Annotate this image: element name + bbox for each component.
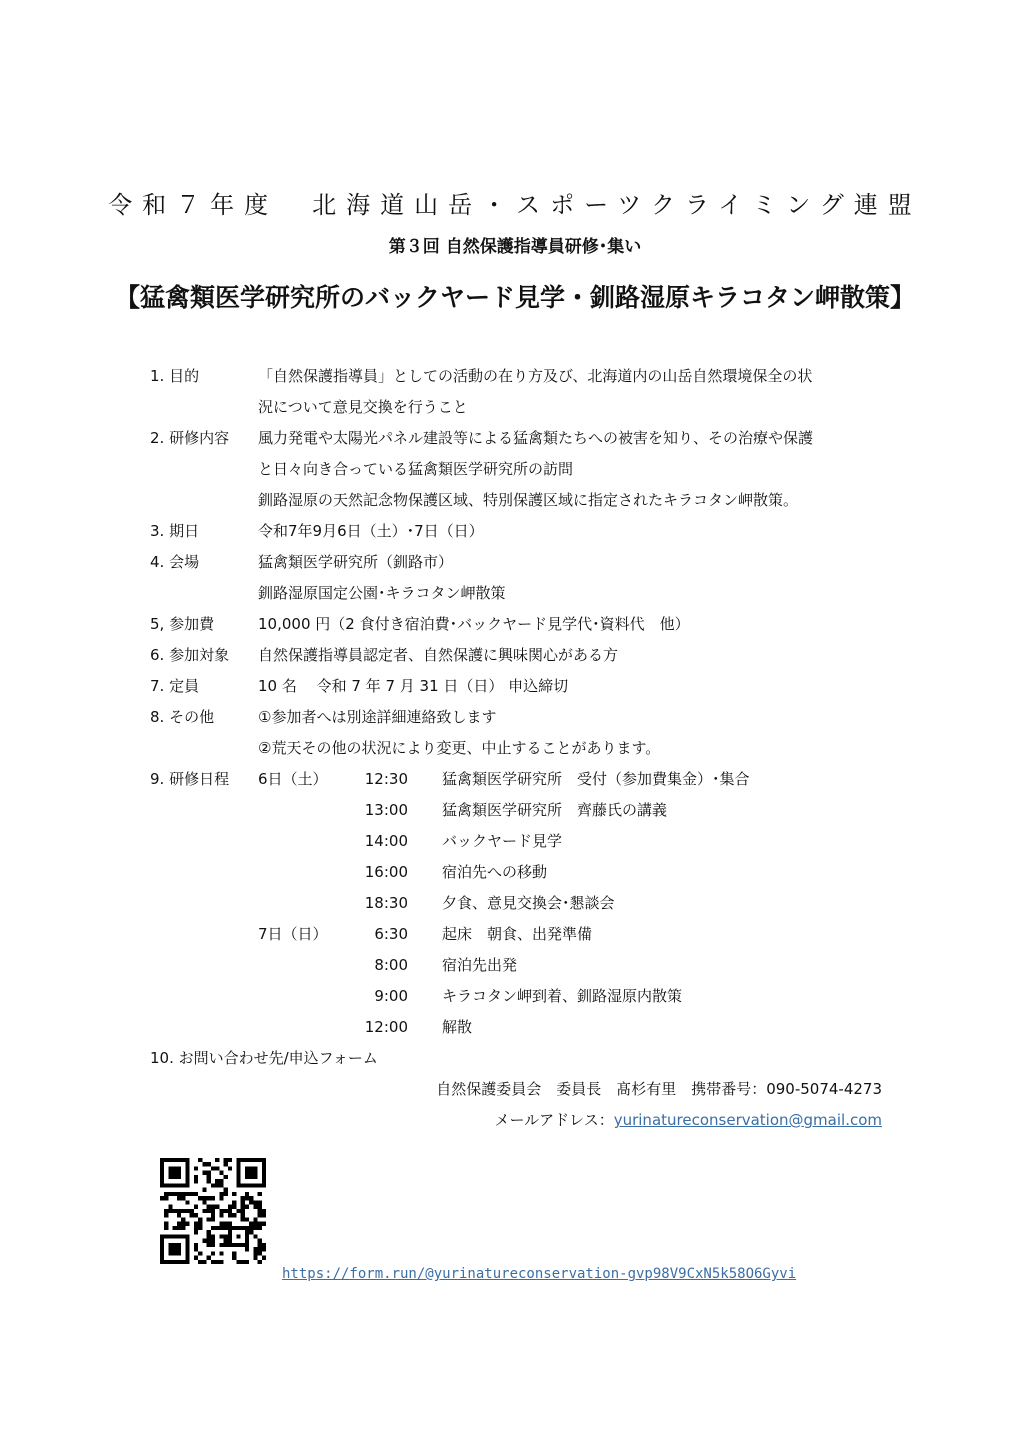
contact-email-row bbox=[494, 1108, 882, 1132]
schedule-time: 12:30 bbox=[364, 770, 408, 788]
schedule-day1: 6日（土） bbox=[258, 770, 328, 788]
schedule-activity: 猛禽類医学研究所 齊藤氏の講義 bbox=[442, 801, 668, 819]
schedule-activity: キラコタン岬到着、釧路湿原内散策 bbox=[442, 987, 683, 1005]
venue-text-line1: 猛禽類医学研究所（釧路市） bbox=[258, 553, 454, 571]
content-text-line1: 風力発電や太陽光パネル建設等による猛禽類たちへの被害を知り、その治療や保護 bbox=[258, 429, 814, 447]
fee-label: 5, 参加費 bbox=[150, 615, 215, 633]
schedule-time: 9:00 bbox=[374, 987, 408, 1005]
schedule-time: 14:00 bbox=[364, 832, 408, 850]
other-text-line1: ①参加者へは別途詳細連絡致します bbox=[258, 708, 497, 726]
schedule-activity: 解散 bbox=[442, 1018, 473, 1036]
capacity-text: 10 名 令和 7 年 7 月 31 日（日） 申込締切 bbox=[258, 677, 569, 695]
schedule-time: 8:00 bbox=[374, 956, 408, 974]
qr-code-image bbox=[160, 1158, 266, 1264]
date-label: 3. 期日 bbox=[150, 522, 200, 540]
schedule-time: 13:00 bbox=[364, 801, 408, 819]
content-label: 2. 研修内容 bbox=[150, 429, 230, 447]
content-text-line3: 釧路湿原の天然記念物保護区域、特別保護区域に指定されたキラコタン岬散策。 bbox=[258, 491, 799, 509]
schedule-activity: 宿泊先への移動 bbox=[442, 863, 548, 881]
other-text-line2: ②荒天その他の状況により変更、中止することがあります。 bbox=[258, 739, 661, 757]
contact-committee: 自然保護委員会 委員長 髙杉有里 携帯番号：090-5074-4273 bbox=[436, 1080, 882, 1098]
fee-text: 10,000 円（2 食付き宿泊費･バックヤード見学代･資料代 他） bbox=[258, 615, 690, 633]
capacity-label: 7. 定員 bbox=[150, 677, 200, 695]
schedule-activity: バックヤード見学 bbox=[442, 832, 563, 850]
target-label: 6. 参加対象 bbox=[150, 646, 230, 664]
purpose-label: 1. 目的 bbox=[150, 367, 200, 385]
schedule-label: 9. 研修日程 bbox=[150, 770, 230, 788]
event-subtitle: 第３回 自然保護指導員研修･集い bbox=[388, 237, 642, 257]
event-main-title: 【猛禽類医学研究所のバックヤード見学・釧路湿原キラコタン岬散策】 bbox=[114, 283, 915, 312]
venue-label: 4. 会場 bbox=[150, 553, 200, 571]
schedule-day2: 7日（日） bbox=[258, 925, 328, 943]
schedule-time: 18:30 bbox=[364, 894, 408, 912]
purpose-text-line2: 況について意見交換を行うこと bbox=[258, 398, 468, 416]
content-text-line2: と日々向き合っている猛禽類医学研究所の訪問 bbox=[258, 460, 574, 478]
email-label: メールアドレス： bbox=[494, 1111, 614, 1129]
schedule-activity: 猛禽類医学研究所 受付（参加費集金）･集合 bbox=[442, 770, 750, 788]
schedule-time: 12:00 bbox=[364, 1018, 408, 1036]
purpose-text-line1: 「自然保護指導員」としての活動の在り方及び、北海道内の山岳自然環境保全の状 bbox=[258, 367, 813, 385]
schedule-time: 16:00 bbox=[364, 863, 408, 881]
target-text: 自然保護指導員認定者、自然保護に興味関心がある方 bbox=[258, 646, 619, 664]
contact-label: 10. お問い合わせ先/申込フォーム bbox=[150, 1049, 378, 1067]
form-url-link[interactable]: https://form.run/@yurinatureconservation-gvp98V9CxN5k58O6Gyvi bbox=[282, 1266, 797, 1282]
date-text: 令和7年9月6日（土）･7日（日） bbox=[258, 522, 484, 540]
schedule-time: 6:30 bbox=[374, 925, 408, 943]
other-label: 8. その他 bbox=[150, 708, 215, 726]
venue-text-line2: 釧路湿原国定公園･キラコタン岬散策 bbox=[258, 584, 506, 602]
schedule-activity: 夕食、意見交換会･懇談会 bbox=[442, 894, 615, 912]
schedule-activity: 起床 朝食、出発準備 bbox=[442, 925, 593, 943]
schedule-activity: 宿泊先出発 bbox=[442, 956, 518, 974]
organization-title: 令和７年度 北海道山岳・スポーツクライミング連盟 bbox=[108, 191, 922, 219]
email-link[interactable]: yurinatureconservation@gmail.com bbox=[613, 1111, 882, 1129]
